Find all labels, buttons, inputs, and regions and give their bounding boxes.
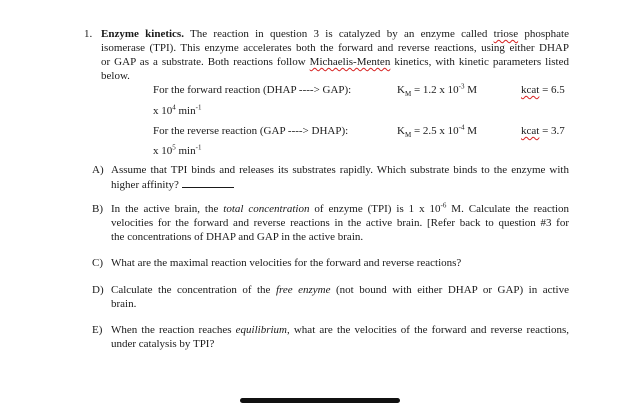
- km-unit: M: [464, 125, 478, 137]
- question-a-line-1: Assume that TPI binds and releases its substrates rapidly. Which substrate binds to the enzyme with: [111, 164, 569, 176]
- forward-km: [397, 83, 477, 97]
- concentration-exponent: -6: [440, 201, 447, 210]
- question-d-text: Calculate the concentration of the: [111, 284, 276, 296]
- kcat-unit: min: [175, 145, 196, 157]
- question-d-text: (not bound with either DHAP or GAP) in active: [330, 284, 570, 296]
- emphasis-total-concentration: total concentration: [223, 203, 310, 215]
- intro-line-3: [101, 55, 569, 69]
- reverse-kcat-continued: [153, 144, 201, 158]
- question-b-text: of enzyme (TPI) is 1 x 10: [309, 203, 441, 215]
- kcat-unit: min: [175, 105, 196, 117]
- question-a-line-2: [111, 177, 234, 192]
- intro-line-2: isomerase (TPI). This enzyme accelerates both the forward and reverse reactions, using either DHAP: [101, 42, 569, 54]
- question-c-letter: C): [92, 257, 103, 269]
- intro-text: phosphate: [518, 28, 569, 40]
- intro-text: The reaction in question 3 is catalyzed by an enzyme called: [190, 28, 494, 40]
- kcat-unit-exponent: -1: [195, 143, 202, 152]
- forward-reaction-label: For the forward reaction (DHAP ----> GAP):: [153, 84, 352, 96]
- answer-blank: [182, 177, 234, 188]
- intro-line-4: below.: [101, 70, 130, 82]
- forward-kcat: [521, 83, 565, 97]
- emphasis-free-enzyme: free enzyme: [275, 284, 331, 296]
- problem-number: 1.: [84, 28, 93, 40]
- km-unit: M: [464, 84, 478, 96]
- question-c-line-1: What are the maximal reaction velocities for the forward and reverse reactions?: [111, 257, 462, 269]
- kcat-multiplier: x 10: [153, 105, 173, 117]
- reverse-km: [397, 124, 477, 138]
- question-e-text: , what are the velocities of the forward and reverse reactions,: [286, 324, 569, 336]
- kcat-symbol: kcat: [521, 84, 540, 96]
- question-e-line-2: under catalysis by TPI?: [111, 338, 215, 350]
- km-subscript: M: [404, 131, 412, 140]
- km-subscript: M: [404, 90, 412, 99]
- question-e-letter: E): [92, 324, 103, 336]
- kcat-multiplier: x 10: [153, 145, 173, 157]
- kcat-exponent: 5: [172, 143, 176, 152]
- kcat-value: = 3.7: [542, 125, 565, 137]
- question-d-line-1: [111, 283, 569, 297]
- intro-text: kinetics, with kinetic parameters listed: [390, 56, 569, 68]
- spellcheck-word-michaelis: Michaelis-Menten: [309, 56, 391, 68]
- question-b-text: M. Calculate the reaction: [446, 203, 570, 215]
- reverse-kcat: [521, 124, 565, 138]
- question-b-line-3: the concentrations of DHAP and GAP in the active brain.: [111, 231, 364, 243]
- km-value: = 2.5 x 10: [411, 125, 459, 137]
- emphasis-equilibrium: equilibrium: [235, 324, 287, 336]
- question-b-line-2: velocities for the forward and reverse reactions in the active brain. [Refer back to question #3 for: [111, 217, 569, 229]
- intro-text: or GAP as a substrate. Both reactions follow: [101, 56, 310, 68]
- question-b-text: In the active brain, the: [111, 203, 224, 215]
- question-d-line-2: brain.: [111, 298, 137, 310]
- km-value: = 1.2 x 10: [411, 84, 459, 96]
- forward-kcat-continued: [153, 104, 201, 118]
- question-e-text: When the reaction reaches: [111, 324, 236, 336]
- reverse-reaction-label: For the reverse reaction (GAP ----> DHAP):: [153, 125, 349, 137]
- question-e-line-1: [111, 323, 569, 337]
- question-a-text: higher affinity?: [111, 179, 179, 191]
- problem-heading: Enzyme kinetics.: [101, 28, 184, 40]
- kcat-unit-exponent: -1: [195, 103, 202, 112]
- question-b-letter: B): [92, 203, 103, 215]
- home-indicator-bar[interactable]: [240, 398, 400, 403]
- km-symbol: K: [397, 125, 405, 137]
- kcat-symbol: kcat: [521, 125, 540, 137]
- km-symbol: K: [397, 84, 405, 96]
- question-a-letter: A): [92, 164, 104, 176]
- kcat-exponent: 4: [172, 103, 176, 112]
- question-d-letter: D): [92, 284, 104, 296]
- spellcheck-word-triose: triose: [493, 28, 519, 40]
- intro-line-1: [101, 27, 569, 41]
- kcat-value: = 6.5: [542, 84, 565, 96]
- km-exponent: -3: [458, 82, 465, 91]
- km-exponent: -4: [458, 123, 465, 132]
- question-b-line-1: [111, 202, 569, 216]
